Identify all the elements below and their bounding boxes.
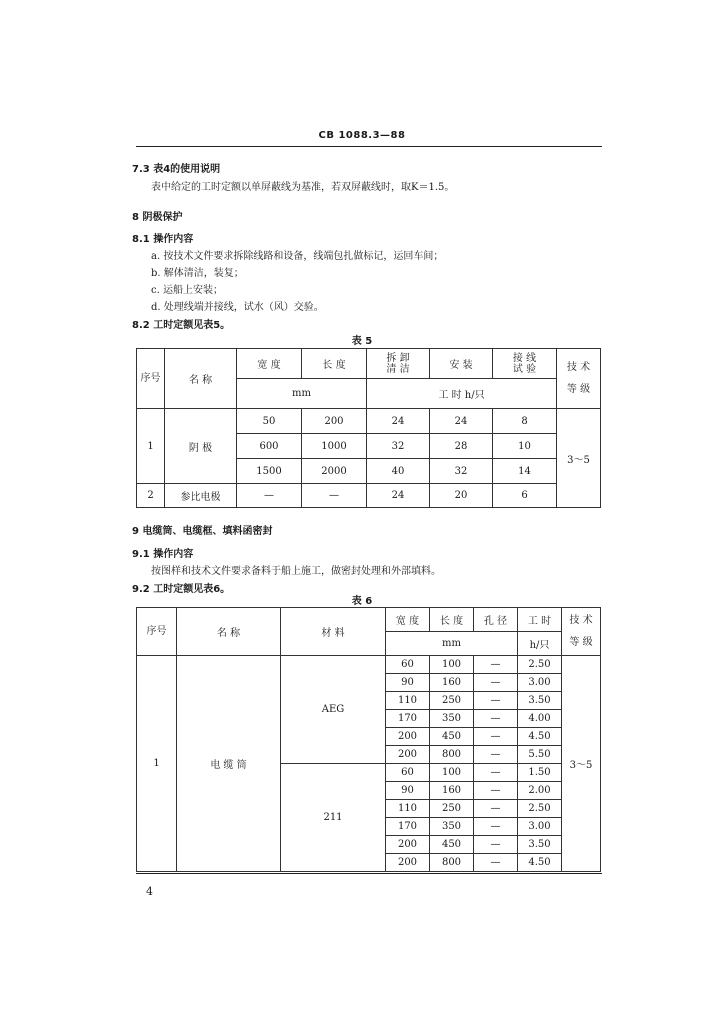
list-item: b. 解体清洁，装复； xyxy=(151,268,244,279)
cell-time: 4.50 xyxy=(518,854,562,872)
cell-install: 28 xyxy=(430,434,493,459)
header-rule xyxy=(136,146,602,147)
cell-hole: — xyxy=(474,692,518,710)
wiring-label: 接 线 xyxy=(512,352,537,364)
cell-length: 200 xyxy=(302,409,367,434)
col-time-header: 工 时 xyxy=(518,608,562,632)
tech-label: 技 术 xyxy=(566,361,591,373)
unit-time: h/只 xyxy=(518,632,562,656)
table-row-seq: 1 xyxy=(137,656,177,872)
cell-time: 1.50 xyxy=(518,764,562,782)
grade-label: 等 级 xyxy=(569,636,593,648)
cell-time: 5.50 xyxy=(518,746,562,764)
name-header-text: 名 称 xyxy=(188,375,213,386)
cell-hole: — xyxy=(474,728,518,746)
table-row-name: 参比电极 xyxy=(165,484,237,508)
col-install-header: 安 装 xyxy=(430,349,493,379)
cell-time: 4.00 xyxy=(518,710,562,728)
cell-wiring: 10 xyxy=(493,434,557,459)
table-row-name: 阴 极 xyxy=(165,409,237,484)
col-tech-grade-header xyxy=(562,608,601,656)
cell-hole: — xyxy=(474,710,518,728)
col-hole-header: 孔 径 xyxy=(474,608,518,632)
list-item: d. 处理线端并接线，试水（风）交验。 xyxy=(151,302,324,313)
cell-install: 32 xyxy=(430,459,493,484)
list-item: c. 运船上安装； xyxy=(151,285,223,296)
cell-width: 170 xyxy=(386,818,430,836)
cell-length: 800 xyxy=(430,746,474,764)
col-length-header: 长 度 xyxy=(302,349,367,379)
cell-width: 1500 xyxy=(237,459,302,484)
cell-width: 600 xyxy=(237,434,302,459)
list-item: a. 按技术文件要求拆除线路和设备，线端包扎做标记，运回车间； xyxy=(151,251,444,262)
grade-label: 等 级 xyxy=(566,383,591,395)
cell-length: 100 xyxy=(430,656,474,674)
cell-wiring: 14 xyxy=(493,459,557,484)
cell-wiring: 6 xyxy=(493,484,557,508)
table-6-caption: 表 6 xyxy=(351,596,373,607)
disassemble-label: 拆 卸 xyxy=(386,352,410,364)
cell-time: 3.50 xyxy=(518,692,562,710)
col-seq-header xyxy=(137,349,165,409)
cell-install: 20 xyxy=(430,484,493,508)
page-number: 4 xyxy=(146,885,153,898)
cell-width: 200 xyxy=(386,854,430,872)
cell-disassemble: 24 xyxy=(367,409,430,434)
cell-hole: — xyxy=(474,656,518,674)
cell-time: 3.00 xyxy=(518,818,562,836)
cell-width: 60 xyxy=(386,656,430,674)
cell-time: 3.50 xyxy=(518,836,562,854)
cell-width: 60 xyxy=(386,764,430,782)
material-cell: 211 xyxy=(281,764,386,872)
unit-mm: mm xyxy=(237,379,367,409)
seq-header-text: 序号 xyxy=(146,625,167,637)
section-7-3-title: 7.3 表4的使用说明 xyxy=(132,164,221,175)
cell-length: 350 xyxy=(430,818,474,836)
cell-width: 200 xyxy=(386,836,430,854)
cell-time: 3.00 xyxy=(518,674,562,692)
table-5 xyxy=(136,348,601,508)
col-tech-grade-header xyxy=(557,349,601,409)
cell-hole: — xyxy=(474,854,518,872)
cell-hole: — xyxy=(474,746,518,764)
cell-width: 90 xyxy=(386,674,430,692)
clean-label: 清 洁 xyxy=(386,363,410,375)
col-length-header: 长 度 xyxy=(430,608,474,632)
col-seq-header xyxy=(137,608,177,656)
cell-time: 2.50 xyxy=(518,800,562,818)
cell-width: 90 xyxy=(386,782,430,800)
seq-header-text: 序号 xyxy=(140,372,161,384)
cell-length: 160 xyxy=(430,782,474,800)
footer-rule xyxy=(136,873,602,874)
unit-time: 工 时 h/只 xyxy=(367,379,557,409)
col-width-header: 宽 度 xyxy=(386,608,430,632)
unit-mm: mm xyxy=(386,632,518,656)
col-width-header: 宽 度 xyxy=(237,349,302,379)
cell-length: 350 xyxy=(430,710,474,728)
cell-hole: — xyxy=(474,764,518,782)
table-5-caption: 表 5 xyxy=(351,336,373,347)
section-8-1-title: 8.1 操作内容 xyxy=(132,234,194,245)
cell-hole: — xyxy=(474,800,518,818)
cell-disassemble: 40 xyxy=(367,459,430,484)
col-wiring-header xyxy=(493,349,557,379)
section-9-title: 9 电缆筒、电缆框、填料函密封 xyxy=(132,526,273,537)
cell-hole: — xyxy=(474,818,518,836)
section-9-2-title: 9.2 工时定额见表6。 xyxy=(132,584,231,595)
table-row-seq: 1 xyxy=(137,409,165,484)
test-label: 试 验 xyxy=(512,363,537,375)
section-8-2-title: 8.2 工时定额见表5。 xyxy=(132,320,231,331)
material-cell: AEG xyxy=(281,656,386,764)
col-name-header: 名 称 xyxy=(177,608,281,656)
section-9-1-title: 9.1 操作内容 xyxy=(132,549,194,560)
cell-width: 110 xyxy=(386,800,430,818)
document-code: CB 1088.3—88 xyxy=(318,130,406,141)
cell-time: 2.00 xyxy=(518,782,562,800)
cell-time: 4.50 xyxy=(518,728,562,746)
cell-length: 160 xyxy=(430,674,474,692)
cell-hole: — xyxy=(474,836,518,854)
cell-time: 2.50 xyxy=(518,656,562,674)
cell-width: 50 xyxy=(237,409,302,434)
cell-width: — xyxy=(237,484,302,508)
cell-length: — xyxy=(302,484,367,508)
cell-length: 1000 xyxy=(302,434,367,459)
cell-width: 200 xyxy=(386,728,430,746)
cell-wiring: 8 xyxy=(493,409,557,434)
cell-width: 170 xyxy=(386,710,430,728)
section-8-title: 8 阴极保护 xyxy=(132,212,183,223)
cell-hole: — xyxy=(474,782,518,800)
cell-length: 100 xyxy=(430,764,474,782)
col-name-header xyxy=(165,349,237,409)
cell-width: 110 xyxy=(386,692,430,710)
cell-hole: — xyxy=(474,674,518,692)
cell-disassemble: 24 xyxy=(367,484,430,508)
table-6 xyxy=(136,607,601,872)
cell-length: 800 xyxy=(430,854,474,872)
cell-length: 250 xyxy=(430,692,474,710)
cell-length: 450 xyxy=(430,728,474,746)
col-disassemble-header xyxy=(367,349,430,379)
col-material-header: 材 料 xyxy=(281,608,386,656)
cell-grade: 3～5 xyxy=(562,656,601,872)
cell-length: 450 xyxy=(430,836,474,854)
cell-disassemble: 32 xyxy=(367,434,430,459)
table-row-seq: 2 xyxy=(137,484,165,508)
cell-install: 24 xyxy=(430,409,493,434)
table-row-name: 电 缆 筒 xyxy=(177,656,281,872)
section-9-1-text: 按图样和技术文件要求备料于船上施工，做密封处理和外部填料。 xyxy=(151,566,441,577)
section-7-3-text: 表中给定的工时定额以单屏蔽线为基准，若双屏蔽线时，取K＝1.5。 xyxy=(151,182,455,193)
cell-grade: 3～5 xyxy=(557,409,601,508)
cell-width: 200 xyxy=(386,746,430,764)
cell-length: 250 xyxy=(430,800,474,818)
tech-label: 技 术 xyxy=(569,614,593,626)
cell-length: 2000 xyxy=(302,459,367,484)
